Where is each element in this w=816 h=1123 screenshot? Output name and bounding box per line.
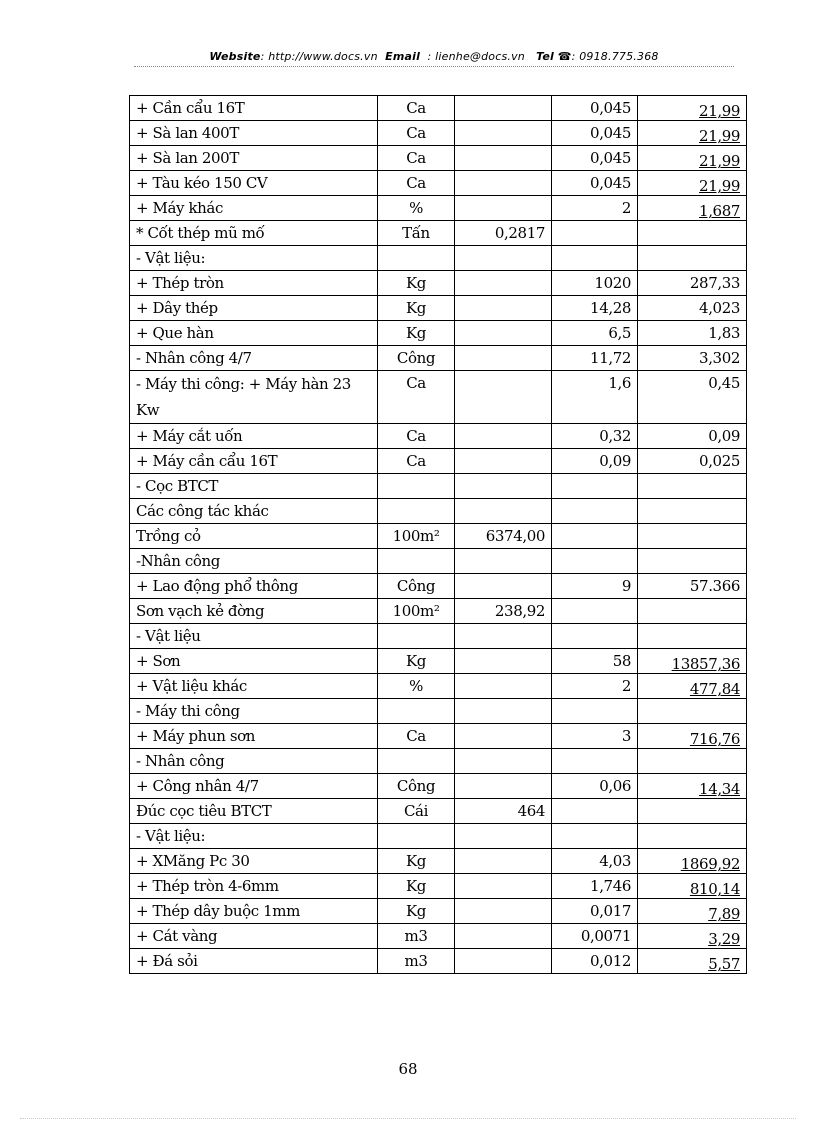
norm-cell: [552, 474, 638, 499]
amount-cell: [638, 221, 747, 246]
quantity-cell: [455, 271, 552, 296]
quantity-cell: 6374,00: [455, 524, 552, 549]
norm-cell: [552, 749, 638, 774]
unit-cell: Ca: [378, 449, 455, 474]
amount-value: 21,99: [699, 177, 740, 195]
norm-cell: 2: [552, 196, 638, 221]
item-cell: + Vật liệu khác: [130, 674, 378, 699]
amount-cell: 1,83: [638, 321, 747, 346]
amount-cell: [638, 799, 747, 824]
table-row: [130, 524, 747, 549]
item-cell: + Sà lan 200T: [130, 146, 378, 171]
amount-value: 21,99: [699, 102, 740, 120]
table-row: [130, 574, 747, 599]
quantity-cell: [455, 924, 552, 949]
unit-cell: m3: [378, 949, 455, 974]
amount-cell: [638, 246, 747, 271]
item-cell: Sơn vạch kẻ đờng: [130, 599, 378, 624]
norm-cell: 0,06: [552, 774, 638, 799]
amount-cell: [638, 924, 747, 949]
quantity-cell: [455, 499, 552, 524]
amount-cell: [638, 849, 747, 874]
quantity-cell: [455, 96, 552, 121]
norm-cell: 3: [552, 724, 638, 749]
amount-cell: 4,023: [638, 296, 747, 321]
unit-cell: %: [378, 196, 455, 221]
table-row: [130, 699, 747, 724]
norm-cell: 4,03: [552, 849, 638, 874]
quantity-cell: [455, 449, 552, 474]
header-divider: [134, 66, 734, 67]
item-cell: + Sơn: [130, 649, 378, 674]
amount-value: 21,99: [699, 152, 740, 170]
item-cell: - Vật liệu:: [130, 246, 378, 271]
unit-cell: [378, 624, 455, 649]
unit-cell: [378, 474, 455, 499]
quantity-cell: [455, 121, 552, 146]
table-row: [130, 321, 747, 346]
unit-cell: Cái: [378, 799, 455, 824]
unit-cell: Công: [378, 346, 455, 371]
norm-cell: 0,09: [552, 449, 638, 474]
amount-value: 810,14: [689, 880, 740, 898]
amount-cell: [638, 499, 747, 524]
amount-cell: [638, 171, 747, 196]
website-value: : http://www.docs.vn: [260, 50, 378, 63]
unit-cell: Ca: [378, 121, 455, 146]
quantity-cell: [455, 724, 552, 749]
page-number: 68: [398, 1060, 418, 1078]
quantity-cell: [455, 346, 552, 371]
quantity-cell: [455, 321, 552, 346]
norm-cell: 1020: [552, 271, 638, 296]
norm-cell: [552, 599, 638, 624]
item-cell: - Nhân công: [130, 749, 378, 774]
amount-cell: [638, 474, 747, 499]
item-cell: - Máy thi công: + Máy hàn 23 Kw: [130, 371, 378, 424]
tel-label: Tel: [536, 50, 554, 63]
norm-cell: 1,6: [552, 371, 638, 424]
norm-cell: [552, 221, 638, 246]
norm-cell: 6,5: [552, 321, 638, 346]
norm-cell: [552, 824, 638, 849]
page-header: [134, 50, 734, 63]
item-cell: + Sà lan 400T: [130, 121, 378, 146]
quantity-cell: [455, 474, 552, 499]
quantity-cell: [455, 246, 552, 271]
amount-cell: [638, 874, 747, 899]
item-cell: + Dây thép: [130, 296, 378, 321]
quantity-cell: 464: [455, 799, 552, 824]
item-cell: + Thép tròn: [130, 271, 378, 296]
norm-cell: 0,012: [552, 949, 638, 974]
amount-value: 21,99: [699, 127, 740, 145]
unit-cell: %: [378, 674, 455, 699]
quantity-cell: [455, 146, 552, 171]
amount-cell: [638, 824, 747, 849]
quantity-cell: [455, 874, 552, 899]
norm-cell: 14,28: [552, 296, 638, 321]
table-row: [130, 346, 747, 371]
item-cell: - Vật liệu: [130, 624, 378, 649]
table-row: [130, 874, 747, 899]
unit-cell: [378, 699, 455, 724]
amount-value: 3,29: [708, 930, 740, 948]
item-cell: + Lao động phổ thông: [130, 574, 378, 599]
amount-cell: [638, 599, 747, 624]
norm-cell: 0,0071: [552, 924, 638, 949]
norm-cell: 58: [552, 649, 638, 674]
table-row: [130, 499, 747, 524]
table-row: [130, 774, 747, 799]
table-row: [130, 724, 747, 749]
item-cell: + XMăng Pc 30: [130, 849, 378, 874]
quantity-cell: [455, 624, 552, 649]
item-cell: + Thép tròn 4-6mm: [130, 874, 378, 899]
quantity-cell: [455, 899, 552, 924]
item-cell: Trồng cỏ: [130, 524, 378, 549]
amount-cell: [638, 146, 747, 171]
table-row: [130, 371, 747, 424]
norm-cell: 0,045: [552, 146, 638, 171]
unit-cell: Công: [378, 774, 455, 799]
table-row: [130, 171, 747, 196]
item-cell: - Vật liệu:: [130, 824, 378, 849]
unit-cell: Kg: [378, 899, 455, 924]
item-cell: + Tàu kéo 150 CV: [130, 171, 378, 196]
quantity-cell: [455, 424, 552, 449]
unit-cell: Công: [378, 574, 455, 599]
unit-cell: 100m²: [378, 524, 455, 549]
table-row: [130, 799, 747, 824]
table-row: [130, 674, 747, 699]
email-value: : lienhe@docs.vn: [427, 50, 525, 63]
table-row: [130, 899, 747, 924]
item-cell: + Thép dây buộc 1mm: [130, 899, 378, 924]
amount-value: 14,34: [699, 780, 740, 798]
unit-cell: Kg: [378, 271, 455, 296]
item-cell: Các công tác khác: [130, 499, 378, 524]
unit-cell: Kg: [378, 296, 455, 321]
unit-cell: [378, 499, 455, 524]
quantity-cell: [455, 749, 552, 774]
table-row: [130, 246, 747, 271]
unit-cell: Ca: [378, 724, 455, 749]
amount-value: 477,84: [689, 680, 740, 698]
unit-cell: Kg: [378, 874, 455, 899]
norm-cell: [552, 699, 638, 724]
unit-cell: Ca: [378, 424, 455, 449]
item-cell: * Cốt thép mũ mố: [130, 221, 378, 246]
table-row: [130, 449, 747, 474]
amount-cell: 3,302: [638, 346, 747, 371]
norm-cell: [552, 624, 638, 649]
norm-cell: 0,045: [552, 96, 638, 121]
quantity-cell: [455, 949, 552, 974]
table-row: [130, 949, 747, 974]
table-row: [130, 824, 747, 849]
quantity-cell: [455, 699, 552, 724]
item-cell: -Nhân công: [130, 549, 378, 574]
norm-cell: [552, 549, 638, 574]
table-row: [130, 146, 747, 171]
unit-cell: Ca: [378, 171, 455, 196]
item-cell: + Máy cắt uốn: [130, 424, 378, 449]
table-row: [130, 849, 747, 874]
item-cell: + Cát vàng: [130, 924, 378, 949]
estimate-table-body: [130, 96, 747, 974]
quantity-cell: [455, 371, 552, 424]
amount-cell: [638, 196, 747, 221]
item-cell: + Máy phun sơn: [130, 724, 378, 749]
amount-value: 1869,92: [680, 855, 740, 873]
table-row: [130, 424, 747, 449]
norm-cell: 0,045: [552, 121, 638, 146]
amount-cell: [638, 549, 747, 574]
table-row: [130, 296, 747, 321]
amount-cell: [638, 96, 747, 121]
unit-cell: [378, 749, 455, 774]
amount-cell: [638, 899, 747, 924]
amount-value: 7,89: [708, 905, 740, 923]
norm-cell: [552, 799, 638, 824]
quantity-cell: [455, 849, 552, 874]
amount-cell: [638, 524, 747, 549]
quantity-cell: [455, 171, 552, 196]
item-cell: + Công nhân 4/7: [130, 774, 378, 799]
table-row: [130, 749, 747, 774]
amount-value: 13857,36: [671, 655, 740, 673]
amount-cell: 57.366: [638, 574, 747, 599]
item-cell: + Que hàn: [130, 321, 378, 346]
item-cell: + Đá sỏi: [130, 949, 378, 974]
table-row: [130, 271, 747, 296]
quantity-cell: 0,2817: [455, 221, 552, 246]
table-row: [130, 649, 747, 674]
amount-cell: 287,33: [638, 271, 747, 296]
table-row: [130, 474, 747, 499]
amount-cell: [638, 774, 747, 799]
unit-cell: [378, 246, 455, 271]
item-cell: + Cần cẩu 16T: [130, 96, 378, 121]
amount-cell: 0,09: [638, 424, 747, 449]
quantity-cell: [455, 574, 552, 599]
amount-cell: [638, 724, 747, 749]
table-row: [130, 196, 747, 221]
estimate-table: [129, 95, 747, 974]
tel-value: : 0918.775.368: [571, 50, 659, 63]
amount-value: 716,76: [689, 730, 740, 748]
item-cell: Đúc cọc tiêu BTCT: [130, 799, 378, 824]
table-row: [130, 599, 747, 624]
item-cell: - Nhân công 4/7: [130, 346, 378, 371]
amount-cell: [638, 699, 747, 724]
quantity-cell: [455, 549, 552, 574]
quantity-cell: [455, 296, 552, 321]
amount-cell: [638, 624, 747, 649]
amount-cell: 0,025: [638, 449, 747, 474]
table-row: [130, 549, 747, 574]
unit-cell: Tấn: [378, 221, 455, 246]
table-row: [130, 221, 747, 246]
norm-cell: 1,746: [552, 874, 638, 899]
footer-divider: [20, 1118, 796, 1119]
amount-cell: [638, 949, 747, 974]
norm-cell: 2: [552, 674, 638, 699]
table-row: [130, 624, 747, 649]
quantity-cell: 238,92: [455, 599, 552, 624]
item-cell: - Máy thi công: [130, 699, 378, 724]
norm-cell: 0,045: [552, 171, 638, 196]
norm-cell: [552, 524, 638, 549]
quantity-cell: [455, 824, 552, 849]
quantity-cell: [455, 774, 552, 799]
unit-cell: Ca: [378, 371, 455, 424]
table-row: [130, 96, 747, 121]
norm-cell: [552, 499, 638, 524]
quantity-cell: [455, 649, 552, 674]
amount-cell: 0,45: [638, 371, 747, 424]
amount-cell: [638, 649, 747, 674]
email-label: Email: [385, 50, 421, 63]
unit-cell: [378, 824, 455, 849]
norm-cell: 9: [552, 574, 638, 599]
unit-cell: [378, 549, 455, 574]
norm-cell: [552, 246, 638, 271]
unit-cell: m3: [378, 924, 455, 949]
item-cell: + Máy cần cẩu 16T: [130, 449, 378, 474]
unit-cell: Ca: [378, 96, 455, 121]
norm-cell: 0,017: [552, 899, 638, 924]
item-cell: + Máy khác: [130, 196, 378, 221]
table-row: [130, 121, 747, 146]
unit-cell: 100m²: [378, 599, 455, 624]
amount-value: 5,57: [708, 955, 740, 973]
norm-cell: 0,32: [552, 424, 638, 449]
website-label: Website: [209, 50, 261, 63]
unit-cell: Kg: [378, 849, 455, 874]
item-cell: - Cọc BTCT: [130, 474, 378, 499]
phone-icon: ☎: [557, 50, 572, 63]
amount-value: 1,687: [699, 202, 740, 220]
unit-cell: Kg: [378, 321, 455, 346]
quantity-cell: [455, 674, 552, 699]
amount-cell: [638, 749, 747, 774]
amount-cell: [638, 121, 747, 146]
table-row: [130, 924, 747, 949]
norm-cell: 11,72: [552, 346, 638, 371]
unit-cell: Ca: [378, 146, 455, 171]
unit-cell: Kg: [378, 649, 455, 674]
amount-cell: [638, 674, 747, 699]
quantity-cell: [455, 196, 552, 221]
